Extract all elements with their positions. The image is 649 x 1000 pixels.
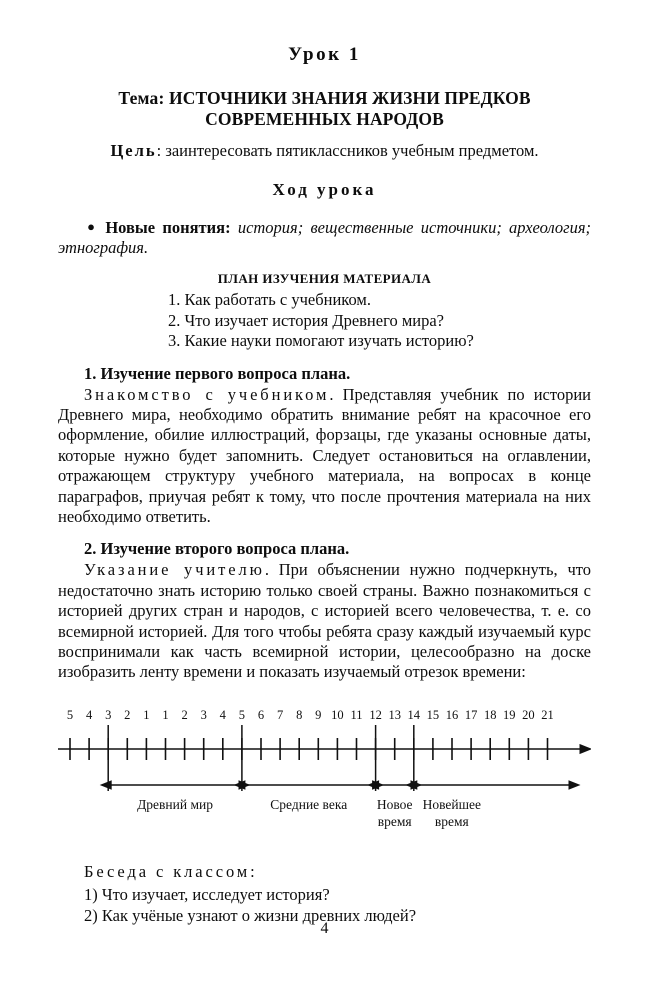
timeline-period-label: Средние века (270, 796, 348, 812)
section-1-body: . Представляя учебник по истории Древнего мира, необходимо обратить внимание ребят на красочное его оформление, обилие иллюстраций, форзацы, где указаны основные даты, которые нужно будет запомнить. Следует остановиться на оглавлении, отражающем структуру учебного материала, на вопросах в конце параграфов, приучая ребят к тому, что после прочтения материала на них необходимо ответить. (58, 384, 592, 526)
course-heading: Ход урока (272, 180, 377, 199)
timeline-tick-label: 6 (257, 707, 265, 722)
timeline-tick-label: 14 (407, 707, 421, 722)
timeline-tick-label: 13 (388, 707, 401, 722)
timeline-tick-label: 5 (66, 707, 74, 722)
timeline-tick-label: 21 (541, 707, 554, 722)
timeline-period-labels (137, 797, 481, 829)
list-item: 1) Что изучает, исследует история? (84, 884, 330, 904)
theme-line-2: СОВРЕМЕННЫХ НАРОДОВ (205, 109, 444, 129)
timeline-period-label: время (434, 813, 469, 829)
new-concepts-paragraph (58, 217, 591, 258)
timeline-tick-label: 16 (445, 707, 459, 722)
theme-heading (58, 88, 591, 130)
timeline-tick-label: 5 (238, 707, 246, 722)
timeline-period-label: Новейшее (422, 796, 481, 812)
goal-line (58, 141, 591, 161)
theme-label: Тема: (118, 88, 165, 108)
list-item: 3. Какие науки помогают изучать историю? (168, 331, 474, 350)
timeline-tick-label: 1 (143, 707, 150, 722)
timeline-period-label: Новое (376, 796, 413, 812)
timeline-tick-label: 7 (276, 707, 284, 722)
section-2-heading: 2. Изучение второго вопроса плана. (84, 539, 350, 559)
timeline-tick-label: 3 (200, 707, 207, 722)
timeline-tick-label: 20 (522, 707, 535, 722)
timeline-figure (58, 707, 591, 842)
list-item: 2. Что изучает история Древнего мира? (168, 310, 444, 330)
section-1-lead-in: Знакомство с учебником (84, 384, 330, 404)
goal-label: Цель (110, 141, 157, 160)
timeline-tick-label: 17 (464, 707, 478, 722)
timeline-tick-label: 9 (315, 707, 322, 722)
timeline-tick-label: 10 (331, 707, 344, 722)
section-2-lead-in: Указание учителю (84, 560, 265, 580)
new-concepts-list: история; вещественные источники; археология; этнография. (58, 218, 591, 257)
new-concepts-label: Новые понятия: (105, 218, 231, 237)
timeline-tick-label: 18 (483, 707, 497, 722)
goal-text: : заинтересовать пятиклассников учебным предметом. (156, 141, 539, 160)
timeline-diagram (58, 707, 591, 842)
bullet-icon: ● (84, 219, 99, 234)
timeline-tick-label: 4 (219, 707, 226, 722)
timeline-tick-label: 12 (369, 707, 382, 722)
timeline-tick-label: 2 (124, 707, 131, 722)
theme-line-1: ИСТОЧНИКИ ЗНАНИЯ ЖИЗНИ ПРЕДКОВ (169, 88, 531, 108)
section-2-paragraph (58, 560, 591, 682)
plan-heading: ПЛАН ИЗУЧЕНИЯ МАТЕРИАЛА (217, 271, 432, 286)
timeline-tick-labels (67, 708, 554, 722)
timeline-tick-label: 1 (162, 707, 169, 722)
timeline-period-label: Древний мир (137, 796, 214, 812)
timeline-period-label: время (377, 813, 412, 829)
list-item: 1. Как работать с учебником. (168, 290, 371, 309)
list-item: 2) Как учёные узнают о жизни древних людей? (84, 905, 417, 925)
timeline-tick-label: 8 (296, 707, 303, 722)
section-2-body: . При объяснении нужно подчеркнуть, что недостаточно знать историю только своей страны. Важно познакомиться с историей других стран и народов, с историей всего человечества, т. е. со всемирной историей. Для того чтобы ребята сразу каждый изучаемый курс воспринимали как часть всемирной истории, целесообразно на доске изобразить ленту времени и показать изучаемый отрезок времени: (58, 560, 591, 682)
page-number: 4 (320, 920, 329, 937)
section-1-heading: 1. Изучение первого вопроса плана. (84, 363, 351, 383)
timeline-tick-label: 19 (503, 707, 516, 722)
timeline-tick-label: 3 (105, 707, 112, 722)
class-discussion-label: Беседа с классом: (84, 861, 258, 881)
timeline-tick-label: 11 (350, 707, 363, 722)
timeline-tick-label: 4 (85, 707, 93, 722)
plan-list (58, 290, 591, 352)
timeline-tick-label: 15 (426, 707, 440, 722)
timeline-tick-label: 2 (181, 707, 188, 722)
page-title: Урок 1 (288, 44, 361, 65)
section-1-paragraph (58, 385, 591, 528)
